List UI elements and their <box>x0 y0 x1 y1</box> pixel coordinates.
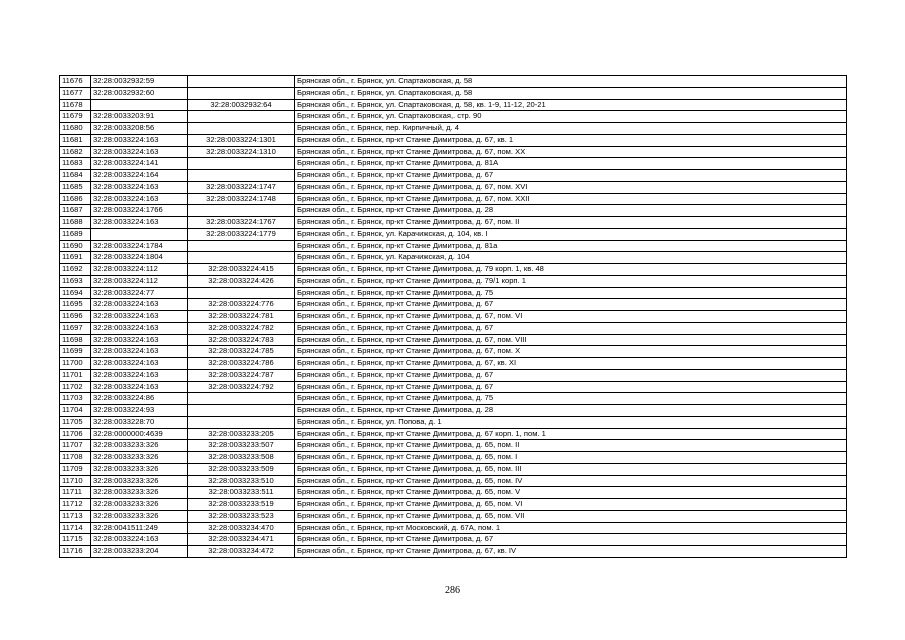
address-cell: Брянская обл., г. Брянск, пр-кт Станке Димитрова, д. 67, пом. VI <box>295 311 847 323</box>
cadastral-number-cell: 32:28:0033224:163 <box>91 334 188 346</box>
object-cadastral-number-cell: 32:28:0033224:783 <box>188 334 295 346</box>
row-number-cell: 11683 <box>60 158 91 170</box>
row-number-cell: 11700 <box>60 358 91 370</box>
address-cell: Брянская обл., г. Брянск, пр-кт Станке Димитрова, д. 67, кв. XI <box>295 358 847 370</box>
address-cell: Брянская обл., г. Брянск, пер. Кирпичный, д. 4 <box>295 123 847 135</box>
table-row <box>60 299 847 311</box>
row-number-cell: 11682 <box>60 146 91 158</box>
object-cadastral-number-cell: 32:28:0033233:510 <box>188 475 295 487</box>
cadastral-number-cell: 32:28:0033224:163 <box>91 346 188 358</box>
address-cell: Брянская обл., г. Брянск, пр-кт Станке Димитрова, д. 67 <box>295 299 847 311</box>
row-number-cell: 11685 <box>60 181 91 193</box>
cadastral-number-cell: 32:28:0033224:164 <box>91 170 188 182</box>
cadastral-number-cell: 32:28:0041511:249 <box>91 522 188 534</box>
address-cell: Брянская обл., г. Брянск, пр-кт Станке Димитрова, д. 67, пом. XXII <box>295 193 847 205</box>
row-number-cell: 11702 <box>60 381 91 393</box>
table-row <box>60 322 847 334</box>
object-cadastral-number-cell <box>188 393 295 405</box>
row-number-cell: 11703 <box>60 393 91 405</box>
address-cell: Брянская обл., г. Брянск, пр-кт Станке Димитрова, д. 67 <box>295 534 847 546</box>
table-row <box>60 264 847 276</box>
address-cell: Брянская обл., г. Брянск, пр-кт Станке Димитрова, д. 65, пом. V <box>295 487 847 499</box>
page-number: 286 <box>445 585 460 596</box>
table-row <box>60 111 847 123</box>
row-number-cell: 11714 <box>60 522 91 534</box>
address-cell: Брянская обл., г. Брянск, пр-кт Станке Димитрова, д. 65, пом. I <box>295 452 847 464</box>
object-cadastral-number-cell <box>188 87 295 99</box>
address-cell: Брянская обл., г. Брянск, ул. Карачижская, д. 104 <box>295 252 847 264</box>
object-cadastral-number-cell <box>188 287 295 299</box>
object-cadastral-number-cell: 32:28:0033233:523 <box>188 510 295 522</box>
table-row <box>60 475 847 487</box>
table-row <box>60 287 847 299</box>
cadastral-number-cell: 32:28:0033224:163 <box>91 358 188 370</box>
cadastral-number-cell <box>91 228 188 240</box>
cadastral-number-cell: 32:28:0033224:163 <box>91 193 188 205</box>
table-row <box>60 123 847 135</box>
address-cell: Брянская обл., г. Брянск, пр-кт Станке Димитрова, д. 67 <box>295 381 847 393</box>
address-cell: Брянская обл., г. Брянск, пр-кт Станке Димитрова, д. 81а <box>295 240 847 252</box>
table-row <box>60 275 847 287</box>
address-cell: Брянская обл., г. Брянск, пр-кт Станке Димитрова, д. 75 <box>295 393 847 405</box>
table-row <box>60 158 847 170</box>
cadastral-number-cell: 32:28:0032932:60 <box>91 87 188 99</box>
row-number-cell: 11689 <box>60 228 91 240</box>
object-cadastral-number-cell: 32:28:0033224:792 <box>188 381 295 393</box>
table-row <box>60 252 847 264</box>
row-number-cell: 11711 <box>60 487 91 499</box>
cadastral-number-cell: 32:28:0033224:163 <box>91 311 188 323</box>
object-cadastral-number-cell: 32:28:0033224:782 <box>188 322 295 334</box>
cadastral-number-cell: 32:28:0033224:163 <box>91 299 188 311</box>
cadastral-number-cell: 32:28:0000000:4639 <box>91 428 188 440</box>
address-cell: Брянская обл., г. Брянск, пр-кт Станке Димитрова, д. 67, пом. XX <box>295 146 847 158</box>
cadastral-number-cell: 32:28:0032932:59 <box>91 76 188 88</box>
address-cell: Брянская обл., г. Брянск, пр-кт Станке Димитрова, д. 79 корп. 1, кв. 48 <box>295 264 847 276</box>
row-number-cell: 11706 <box>60 428 91 440</box>
address-cell: Брянская обл., г. Брянск, ул. Карачижская, д. 104, кв. I <box>295 228 847 240</box>
address-cell: Брянская обл., г. Брянск, пр-кт Станке Димитрова, д. 65, пом. VII <box>295 510 847 522</box>
row-number-cell: 11691 <box>60 252 91 264</box>
address-cell: Брянская обл., г. Брянск, пр-кт Станке Димитрова, д. 67, пом. XVI <box>295 181 847 193</box>
table-row <box>60 134 847 146</box>
object-cadastral-number-cell: 32:28:0033233:511 <box>188 487 295 499</box>
cadastral-number-cell: 32:28:0033203:91 <box>91 111 188 123</box>
table-row <box>60 217 847 229</box>
row-number-cell: 11709 <box>60 463 91 475</box>
cadastral-number-cell: 32:28:0033224:112 <box>91 264 188 276</box>
object-cadastral-number-cell <box>188 170 295 182</box>
table-row <box>60 240 847 252</box>
address-cell: Брянская обл., г. Брянск, пр-кт Станке Димитрова, д. 67 <box>295 369 847 381</box>
address-cell: Брянская обл., г. Брянск, ул. Спартаковская, д. 58, кв. 1-9, 11-12, 20-21 <box>295 99 847 111</box>
table-row <box>60 146 847 158</box>
row-number-cell: 11692 <box>60 264 91 276</box>
cadastral-number-cell: 32:28:0033224:93 <box>91 405 188 417</box>
cadastral-number-cell: 32:28:0033224:1804 <box>91 252 188 264</box>
object-cadastral-number-cell: 32:28:0033224:1748 <box>188 193 295 205</box>
object-cadastral-number-cell: 32:28:0033224:781 <box>188 311 295 323</box>
table-row <box>60 358 847 370</box>
cadastral-number-cell: 32:28:0033224:163 <box>91 217 188 229</box>
row-number-cell: 11698 <box>60 334 91 346</box>
object-cadastral-number-cell: 32:28:0033224:426 <box>188 275 295 287</box>
row-number-cell: 11693 <box>60 275 91 287</box>
row-number-cell: 11710 <box>60 475 91 487</box>
cadastral-number-cell: 32:28:0033224:112 <box>91 275 188 287</box>
cadastral-number-cell: 32:28:0033228:70 <box>91 416 188 428</box>
cadastral-number-cell: 32:28:0033224:1766 <box>91 205 188 217</box>
row-number-cell: 11697 <box>60 322 91 334</box>
object-cadastral-number-cell: 32:28:0033224:776 <box>188 299 295 311</box>
table-row <box>60 452 847 464</box>
address-cell: Брянская обл., г. Брянск, пр-кт Станке Димитрова, д. 67, пом. X <box>295 346 847 358</box>
cadastral-number-cell: 32:28:0033224:163 <box>91 322 188 334</box>
cadastral-number-cell: 32:28:0033224:1784 <box>91 240 188 252</box>
address-cell: Брянская обл., г. Брянск, пр-кт Станке Димитрова, д. 67, кв. IV <box>295 546 847 558</box>
table-row <box>60 487 847 499</box>
address-cell: Брянская обл., г. Брянск, ул. Спартаковская,. стр. 90 <box>295 111 847 123</box>
row-number-cell: 11708 <box>60 452 91 464</box>
table-row <box>60 369 847 381</box>
address-cell: Брянская обл., г. Брянск, ул. Спартаковская, д. 58 <box>295 76 847 88</box>
cadastral-number-cell <box>91 99 188 111</box>
object-cadastral-number-cell: 32:28:0033233:507 <box>188 440 295 452</box>
object-cadastral-number-cell <box>188 123 295 135</box>
object-cadastral-number-cell <box>188 158 295 170</box>
address-cell: Брянская обл., г. Брянск, пр-кт Станке Димитрова, д. 65, пом. IV <box>295 475 847 487</box>
row-number-cell: 11696 <box>60 311 91 323</box>
table-row <box>60 311 847 323</box>
row-number-cell: 11707 <box>60 440 91 452</box>
cadastral-number-cell: 32:28:0033224:163 <box>91 146 188 158</box>
row-number-cell: 11680 <box>60 123 91 135</box>
object-cadastral-number-cell: 32:28:0033224:786 <box>188 358 295 370</box>
cadastral-number-cell: 32:28:0033233:326 <box>91 487 188 499</box>
object-cadastral-number-cell <box>188 111 295 123</box>
table-row <box>60 440 847 452</box>
row-number-cell: 11699 <box>60 346 91 358</box>
cadastral-number-cell: 32:28:0033224:86 <box>91 393 188 405</box>
row-number-cell: 11690 <box>60 240 91 252</box>
cadastral-number-cell: 32:28:0033233:326 <box>91 440 188 452</box>
cadastral-number-cell: 32:28:0033233:326 <box>91 463 188 475</box>
object-cadastral-number-cell: 32:28:0033224:415 <box>188 264 295 276</box>
table-row <box>60 205 847 217</box>
object-cadastral-number-cell <box>188 205 295 217</box>
object-cadastral-number-cell: 32:28:0033224:785 <box>188 346 295 358</box>
address-cell: Брянская обл., г. Брянск, пр-кт Станке Димитрова, д. 67, пом. VIII <box>295 334 847 346</box>
row-number-cell: 11716 <box>60 546 91 558</box>
table-row <box>60 193 847 205</box>
row-number-cell: 11695 <box>60 299 91 311</box>
row-number-cell: 11678 <box>60 99 91 111</box>
address-cell: Брянская обл., г. Брянск, пр-кт Московский, д. 67А, пом. 1 <box>295 522 847 534</box>
object-cadastral-number-cell: 32:28:0033234:470 <box>188 522 295 534</box>
cadastral-number-cell: 32:28:0033224:163 <box>91 181 188 193</box>
object-cadastral-number-cell: 32:28:0033224:1310 <box>188 146 295 158</box>
address-cell: Брянская обл., г. Брянск, пр-кт Станке Димитрова, д. 67, пом. II <box>295 217 847 229</box>
cadastral-number-cell: 32:28:0033224:163 <box>91 381 188 393</box>
row-number-cell: 11676 <box>60 76 91 88</box>
row-number-cell: 11686 <box>60 193 91 205</box>
table-row <box>60 522 847 534</box>
row-number-cell: 11704 <box>60 405 91 417</box>
object-cadastral-number-cell: 32:28:0033224:1301 <box>188 134 295 146</box>
table-row <box>60 534 847 546</box>
cadastral-number-cell: 32:28:0033224:163 <box>91 534 188 546</box>
cadastral-number-cell: 32:28:0033208:56 <box>91 123 188 135</box>
object-cadastral-number-cell: 32:28:0033224:1767 <box>188 217 295 229</box>
table-row <box>60 463 847 475</box>
address-cell: Брянская обл., г. Брянск, пр-кт Станке Димитрова, д. 67 <box>295 322 847 334</box>
address-cell: Брянская обл., г. Брянск, пр-кт Станке Димитрова, д. 65, пом. VI <box>295 499 847 511</box>
row-number-cell: 11705 <box>60 416 91 428</box>
object-cadastral-number-cell <box>188 76 295 88</box>
address-cell: Брянская обл., г. Брянск, ул. Попова, д. 1 <box>295 416 847 428</box>
table-row <box>60 381 847 393</box>
table-row <box>60 346 847 358</box>
row-number-cell: 11679 <box>60 111 91 123</box>
table-row <box>60 76 847 88</box>
object-cadastral-number-cell: 32:28:0033234:472 <box>188 546 295 558</box>
cadastral-number-cell: 32:28:0033233:204 <box>91 546 188 558</box>
row-number-cell: 11681 <box>60 134 91 146</box>
row-number-cell: 11688 <box>60 217 91 229</box>
registry-table-body <box>60 76 847 558</box>
object-cadastral-number-cell: 32:28:0033233:508 <box>188 452 295 464</box>
address-cell: Брянская обл., г. Брянск, пр-кт Станке Димитрова, д. 67, кв. 1 <box>295 134 847 146</box>
object-cadastral-number-cell: 32:28:0033234:471 <box>188 534 295 546</box>
cadastral-number-cell: 32:28:0033224:163 <box>91 369 188 381</box>
table-row <box>60 510 847 522</box>
object-cadastral-number-cell: 32:28:0033233:205 <box>188 428 295 440</box>
table-row <box>60 393 847 405</box>
table-row <box>60 181 847 193</box>
row-number-cell: 11713 <box>60 510 91 522</box>
object-cadastral-number-cell: 32:28:0033224:1779 <box>188 228 295 240</box>
row-number-cell: 11687 <box>60 205 91 217</box>
address-cell: Брянская обл., г. Брянск, пр-кт Станке Димитрова, д. 65, пом. III <box>295 463 847 475</box>
address-cell: Брянская обл., г. Брянск, пр-кт Станке Димитрова, д. 28 <box>295 205 847 217</box>
cadastral-number-cell: 32:28:0033224:77 <box>91 287 188 299</box>
object-cadastral-number-cell: 32:28:0033233:519 <box>188 499 295 511</box>
table-row <box>60 428 847 440</box>
object-cadastral-number-cell: 32:28:0033224:1747 <box>188 181 295 193</box>
table-row <box>60 99 847 111</box>
table-row <box>60 87 847 99</box>
object-cadastral-number-cell <box>188 405 295 417</box>
cadastral-number-cell: 32:28:0033233:326 <box>91 510 188 522</box>
row-number-cell: 11694 <box>60 287 91 299</box>
registry-table <box>59 75 847 558</box>
cadastral-number-cell: 32:28:0033233:326 <box>91 475 188 487</box>
address-cell: Брянская обл., г. Брянск, пр-кт Станке Димитрова, д. 67 <box>295 170 847 182</box>
cadastral-number-cell: 32:28:0033233:326 <box>91 499 188 511</box>
cadastral-number-cell: 32:28:0033233:326 <box>91 452 188 464</box>
object-cadastral-number-cell: 32:28:0033224:787 <box>188 369 295 381</box>
address-cell: Брянская обл., г. Брянск, пр-кт Станке Димитрова, д. 75 <box>295 287 847 299</box>
row-number-cell: 11712 <box>60 499 91 511</box>
row-number-cell: 11715 <box>60 534 91 546</box>
object-cadastral-number-cell: 32:28:0032932:64 <box>188 99 295 111</box>
table-row <box>60 499 847 511</box>
address-cell: Брянская обл., г. Брянск, пр-кт Станке Димитрова, д. 65, пом. II <box>295 440 847 452</box>
row-number-cell: 11701 <box>60 369 91 381</box>
table-row <box>60 170 847 182</box>
table-row <box>60 405 847 417</box>
object-cadastral-number-cell: 32:28:0033233:509 <box>188 463 295 475</box>
table-row <box>60 228 847 240</box>
address-cell: Брянская обл., г. Брянск, пр-кт Станке Димитрова, д. 81А <box>295 158 847 170</box>
object-cadastral-number-cell <box>188 240 295 252</box>
address-cell: Брянская обл., г. Брянск, ул. Спартаковская, д. 58 <box>295 87 847 99</box>
address-cell: Брянская обл., г. Брянск, пр-кт Станке Димитрова, д. 28 <box>295 405 847 417</box>
object-cadastral-number-cell <box>188 252 295 264</box>
table-row <box>60 416 847 428</box>
row-number-cell: 11684 <box>60 170 91 182</box>
table-row <box>60 334 847 346</box>
address-cell: Брянская обл., г. Брянск, пр-кт Станке Димитрова, д. 67 корп. 1, пом. 1 <box>295 428 847 440</box>
address-cell: Брянская обл., г. Брянск, пр-кт Станке Димитрова, д. 79/1 корп. 1 <box>295 275 847 287</box>
table-row <box>60 546 847 558</box>
cadastral-number-cell: 32:28:0033224:141 <box>91 158 188 170</box>
object-cadastral-number-cell <box>188 416 295 428</box>
cadastral-number-cell: 32:28:0033224:163 <box>91 134 188 146</box>
row-number-cell: 11677 <box>60 87 91 99</box>
